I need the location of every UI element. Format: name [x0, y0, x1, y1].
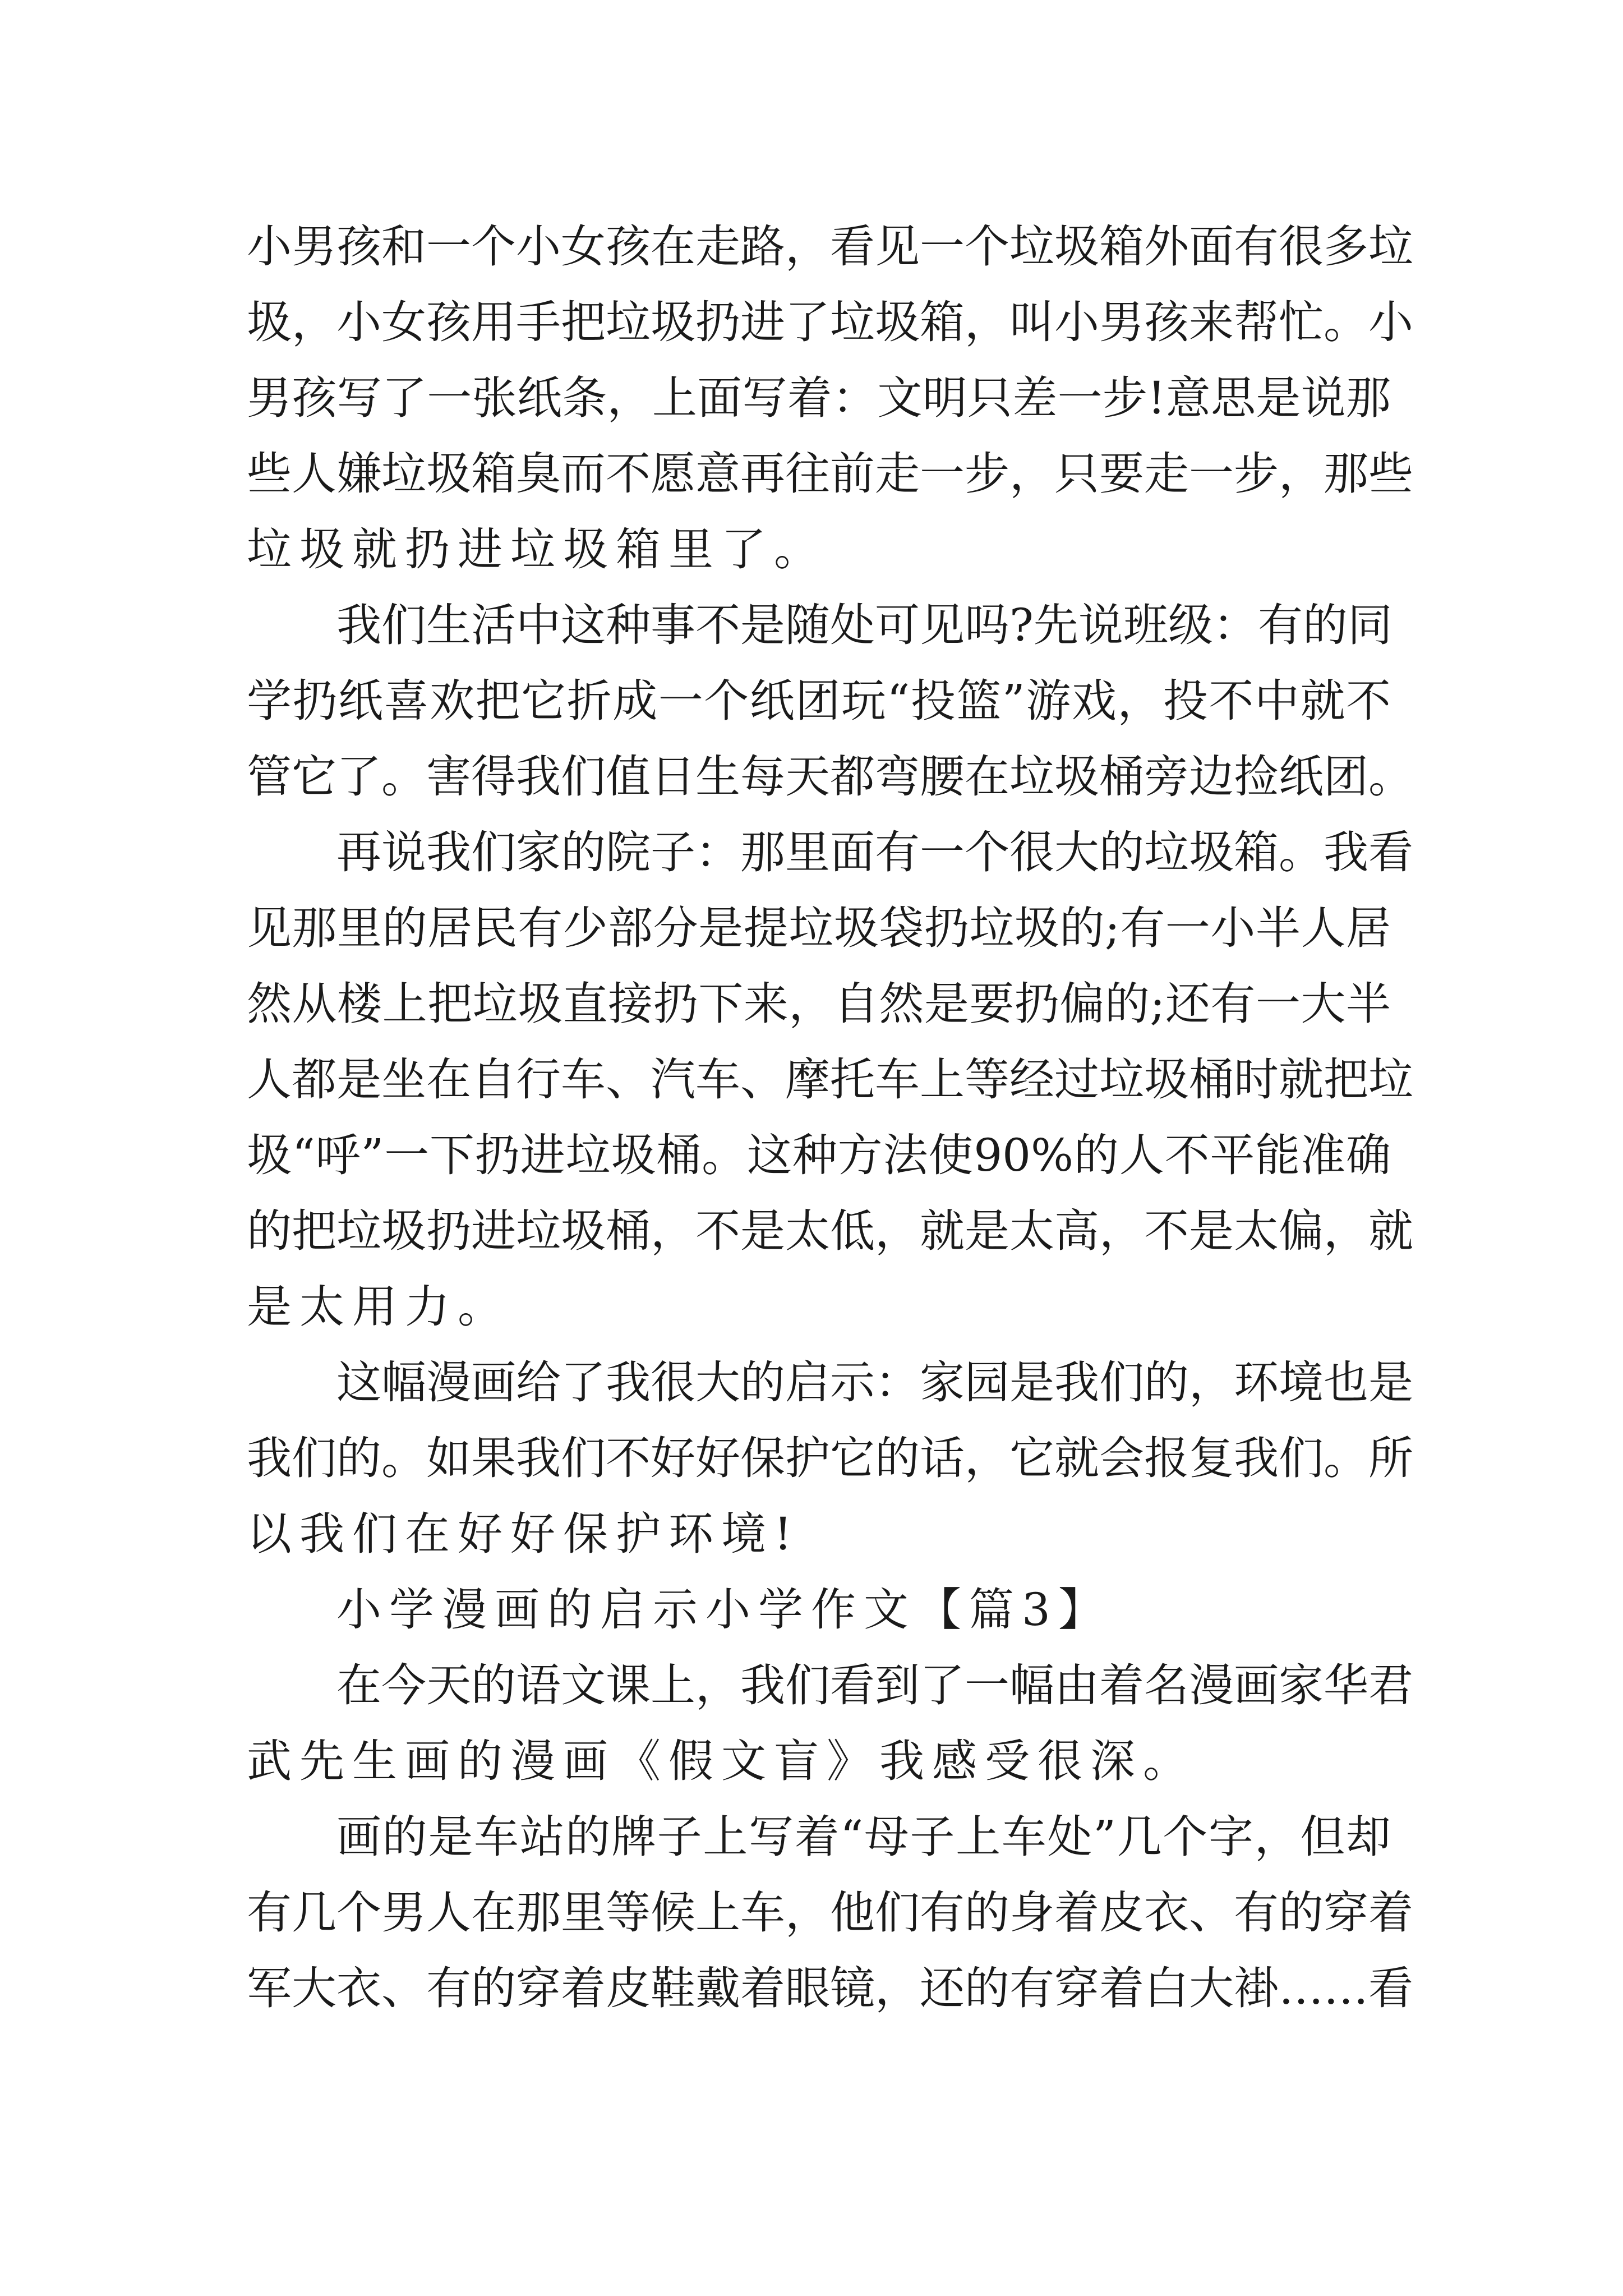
text-line: 垃圾就扔进垃圾箱里了。: [247, 523, 827, 576]
text-line: 管它了。害得我们值日生每天都弯腰在垃圾桶旁边捡纸团。: [247, 751, 1413, 803]
text-line: 武先生画的漫画《假文盲》我感受很深。: [247, 1735, 1196, 1787]
text-line: 有几个男人在那里等候上车，他们有的身着皮衣、有的穿着: [247, 1887, 1413, 1939]
text-line: 以我们在好好保护环境!: [247, 1508, 800, 1560]
text-line: 是太用力。: [247, 1281, 510, 1333]
text-line: 见那里的居民有少部分是提垃圾袋扔垃圾的;有一小半人居: [247, 902, 1391, 954]
section-heading: 小学漫画的启示小学作文【篇3】: [336, 1584, 1111, 1636]
paragraph-first-line: 再说我们家的院子：那里面有一个很大的垃圾箱。我看: [336, 826, 1413, 878]
text-line: 男孩写了一张纸条，上面写着：文明只差一步!意思是说那: [247, 372, 1391, 424]
text-line: 我们的。如果我们不好好保护它的话，它就会报复我们。所: [247, 1432, 1413, 1484]
paragraph-first-line: 我们生活中这种事不是随处可见吗?先说班级：有的同: [336, 599, 1393, 651]
text-line: 人都是坐在自行车、汽车、摩托车上等经过垃圾桶时就把垃: [247, 1053, 1413, 1106]
text-line: 圾“呼”一下扔进垃圾桶。这种方法使90%的人不平能准确: [247, 1129, 1391, 1181]
paragraph-first-line: 画的是车站的牌子上写着“母子上车处”几个字，但却: [336, 1811, 1391, 1863]
text-line: 学扔纸喜欢把它折成一个纸团玩“投篮”游戏，投不中就不: [247, 675, 1391, 727]
text-line: 些人嫌垃圾箱臭而不愿意再往前走一步，只要走一步，那些: [247, 448, 1413, 500]
text-line: 的把垃圾扔进垃圾桶，不是太低，就是太高，不是太偏，就: [247, 1205, 1413, 1257]
text-line: 然从楼上把垃圾直接扔下来，自然是要扔偏的;还有一大半: [247, 978, 1391, 1030]
paragraph-first-line: 这幅漫画给了我很大的启示：家园是我们的，环境也是: [336, 1356, 1413, 1409]
text-line: 小男孩和一个小女孩在走路，看见一个垃圾箱外面有很多垃: [247, 220, 1413, 273]
paragraph-first-line: 在今天的语文课上，我们看到了一幅由着名漫画家华君: [336, 1659, 1413, 1711]
text-line: 圾，小女孩用手把垃圾扔进了垃圾箱，叫小男孩来帮忙。小: [247, 296, 1413, 348]
text-line: 军大衣、有的穿着皮鞋戴着眼镜，还的有穿着白大褂……看: [247, 1962, 1413, 2014]
